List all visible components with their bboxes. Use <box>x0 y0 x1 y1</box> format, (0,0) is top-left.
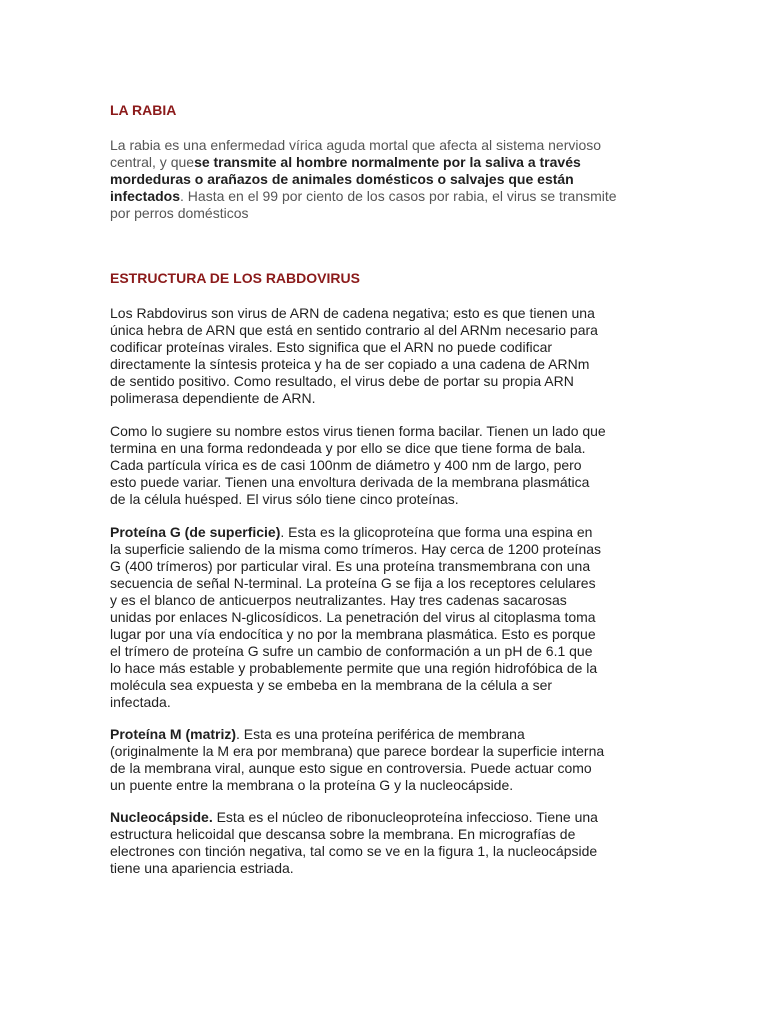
text-line: de la célula huésped. El virus sólo tiene cinco proteínas. <box>110 491 459 507</box>
rabdovirus-paragraph-1 <box>110 305 598 407</box>
text-line: de la membrana viral, aunque esto sigue en controversia. Puede actuar como <box>110 760 592 776</box>
text-line: un puente entre la membrana o la proteína G y la nucleocápside. <box>110 777 514 793</box>
text-line <box>110 726 604 743</box>
text-line: el trímero de proteína G sufre un cambio de conformación a un pH de 6.1 que <box>110 643 593 659</box>
proteina-g-paragraph <box>110 524 601 711</box>
text-line: y es el blanco de anticuerpos neutralizantes. Hay tres cadenas sacarosas <box>110 592 567 608</box>
text-line: molécula sea expuesta y se embeba en la membrana de la célula a ser <box>110 677 553 693</box>
nucleocapside-label: Nucleocápside. <box>110 809 213 825</box>
text-run: central, y que <box>110 154 195 170</box>
text-line: infectada. <box>110 694 171 710</box>
text-line <box>110 188 617 205</box>
intro-paragraph <box>110 137 617 222</box>
proteina-m-label: Proteína M (matriz) <box>110 726 237 742</box>
text-line <box>110 524 601 541</box>
text-line: Como lo sugiere su nombre estos virus tienen forma bacilar. Tienen un lado que <box>110 423 606 439</box>
text-run: . Hasta en el 99 por ciento de los casos por rabia, el virus se transmite <box>180 188 617 204</box>
bold-text-line: mordeduras o arañazos de animales domésticos o salvajes que están <box>110 171 574 187</box>
text-line: única hebra de ARN que está en sentido contrario al del ARNm necesario para <box>110 322 598 338</box>
text-line: la superficie saliendo de la misma como trímeros. Hay cerca de 1200 proteínas <box>110 541 602 557</box>
bold-text-run: se transmite al hombre normalmente por la saliva a través <box>194 154 581 170</box>
text-run: Esta es el núcleo de ribonucleoproteína infeccioso. Tiene una <box>212 809 598 825</box>
text-line: lugar por una vía endocítica y no por la membrana plasmática. Esto es porque <box>110 626 596 642</box>
proteina-g-label: Proteína G (de superficie) <box>110 524 281 540</box>
text-line: tiene una apariencia estriada. <box>110 860 294 876</box>
text-line <box>110 154 617 171</box>
text-line: unidas por enlaces N-glicosídicos. La penetración del virus al citoplasma toma <box>110 609 596 625</box>
text-line: G (400 trímeros) por particular viral. Es una proteína transmembrana con una <box>110 558 591 574</box>
text-line: (originalmente la M era por membrana) que parece bordear la superficie interna <box>110 743 605 759</box>
text-line: Cada partícula vírica es de casi 100nm de diámetro y 400 nm de largo, pero <box>110 457 582 473</box>
section-title-la-rabia: LA RABIA <box>110 102 177 118</box>
text-line: esto puede variar. Tienen una envoltura derivada de la membrana plasmática <box>110 474 590 490</box>
proteina-m-paragraph <box>110 726 604 794</box>
text-line: electrones con tinción negativa, tal como se ve en la figura 1, la nucleocápside <box>110 843 598 859</box>
text-run: . Esta es la glicoproteína que forma una espina en <box>280 524 593 540</box>
text-line: termina en una forma redondeada y por ello se dice que tiene forma de bala. <box>110 440 586 456</box>
nucleocapside-paragraph <box>110 809 598 877</box>
text-run: . Esta es una proteína periférica de membrana <box>236 726 525 742</box>
text-line: de sentido positivo. Como resultado, el virus debe de portar su propia ARN <box>110 373 574 389</box>
text-line: estructura helicoidal que descansa sobre la membrana. En micrografías de <box>110 826 576 842</box>
text-line <box>110 809 598 826</box>
text-line: codificar proteínas virales. Esto significa que el ARN no puede codificar <box>110 339 553 355</box>
text-line: Los Rabdovirus son virus de ARN de cadena negativa; esto es que tienen una <box>110 305 595 321</box>
text-line: polimerasa dependiente de ARN. <box>110 390 316 406</box>
text-line: secuencia de señal N-terminal. La proteína G se fija a los receptores celulares <box>110 575 596 591</box>
text-line: directamente la síntesis proteica y ha de ser copiado a una cadena de ARNm <box>110 356 590 372</box>
text-line: por perros domésticos <box>110 205 249 221</box>
bold-text-run: infectados <box>110 188 181 204</box>
section-title-estructura: ESTRUCTURA DE LOS RABDOVIRUS <box>110 270 360 286</box>
text-line: La rabia es una enfermedad vírica aguda mortal que afecta al sistema nervioso <box>110 137 602 153</box>
rabdovirus-paragraph-2 <box>110 423 606 508</box>
text-line: lo hace más estable y probablemente permite que una región hidrofóbica de la <box>110 660 598 676</box>
